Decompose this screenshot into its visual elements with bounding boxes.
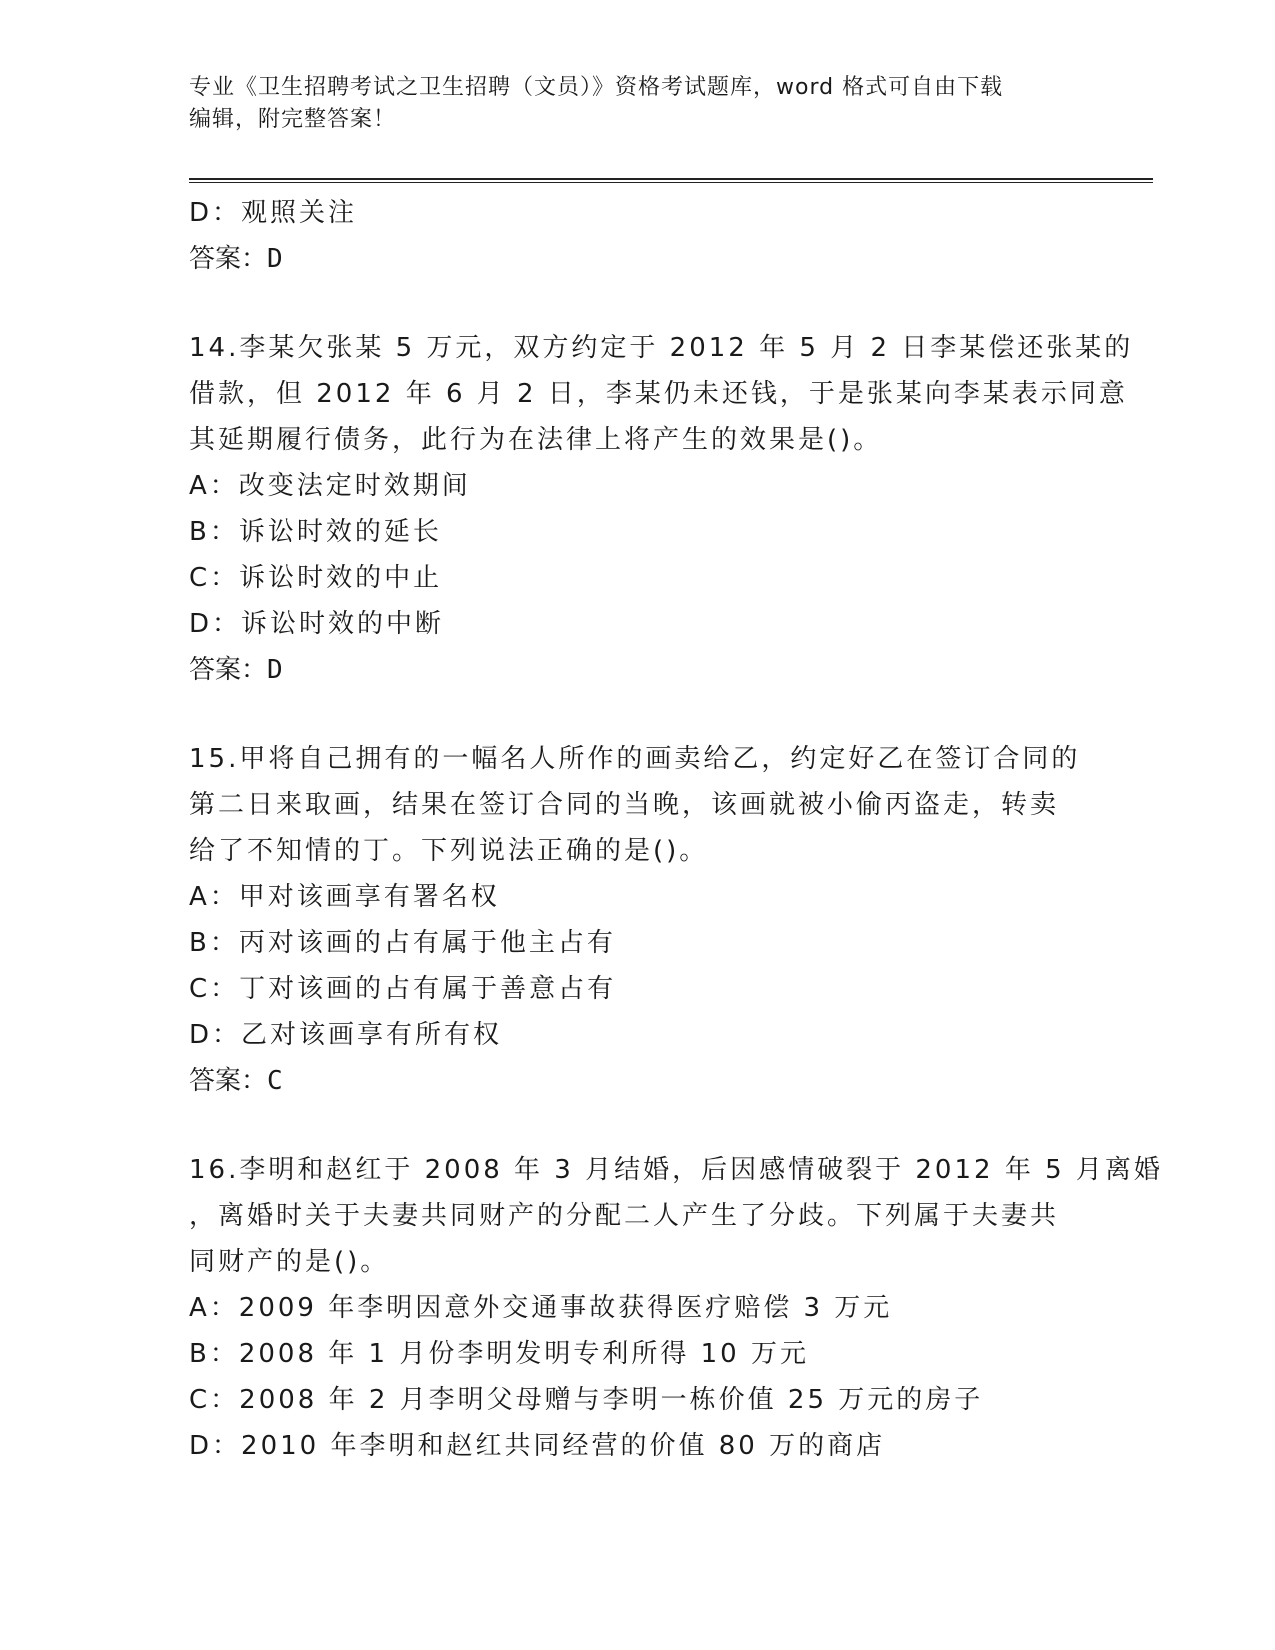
document-body	[189, 190, 1163, 1469]
option-b: B：丙对该画的占有属于他主占有	[189, 928, 616, 958]
question-15	[189, 736, 1089, 1104]
page-header	[189, 72, 1089, 136]
option-d: D：观照关注	[189, 198, 358, 228]
option-b: B：2008 年 1 月份李明发明专利所得 10 万元	[189, 1339, 809, 1369]
option-b: B：诉讼时效的延长	[189, 517, 442, 547]
spacer	[189, 282, 1089, 325]
question-text-line: 借款，但 2012 年 6 月 2 日，李某仍未还钱，于是张某向李某表示同意	[189, 379, 1128, 409]
option-a: A：甲对该画享有署名权	[189, 882, 500, 912]
question-text-line: 其延期履行债务，此行为在法律上将产生的效果是()。	[189, 425, 883, 455]
question-14	[189, 325, 1134, 693]
question-text-line: 第二日来取画，结果在签订合同的当晚，该画就被小偷丙盗走，转卖	[189, 790, 1060, 820]
option-c: C：诉讼时效的中止	[189, 563, 443, 593]
question-text-line: 给了不知情的丁。下列说法正确的是()。	[189, 836, 709, 866]
option-c: C：2008 年 2 月李明父母赠与李明一栋价值 25 万元的房子	[189, 1385, 984, 1415]
option-d: D：乙对该画享有所有权	[189, 1020, 503, 1050]
question-text-line: 16.李明和赵红于 2008 年 3 月结婚，后因感情破裂于 2012 年 5 月离婚	[189, 1155, 1163, 1185]
question-16	[189, 1147, 1163, 1469]
spacer	[189, 693, 1089, 736]
answer-text: 答案：C	[189, 1066, 283, 1096]
question-text-line: 14.李某欠张某 5 万元，双方约定于 2012 年 5 月 2 日李某偿还张某的	[189, 333, 1134, 363]
answer-text: 答案：D	[189, 655, 283, 685]
option-d: D：诉讼时效的中断	[189, 609, 445, 639]
option-c: C：丁对该画的占有属于善意占有	[189, 974, 617, 1004]
header-line-2: 编辑，附完整答案！	[189, 107, 397, 132]
question-text-line: ，离婚时关于夫妻共同财产的分配二人产生了分歧。下列属于夫妻共	[189, 1201, 1060, 1231]
header-line-1: 专业《卫生招聘考试之卫生招聘（文员）》资格考试题库，word 格式可自由下载	[189, 75, 1004, 100]
option-d: D：2010 年李明和赵红共同经营的价值 80 万的商店	[189, 1431, 886, 1461]
question-text-line: 15.甲将自己拥有的一幅名人所作的画卖给乙，约定好乙在签订合同的	[189, 744, 1081, 774]
spacer	[189, 1104, 1089, 1147]
question-text-line: 同财产的是()。	[189, 1247, 390, 1277]
option-a: A：2009 年李明因意外交通事故获得医疗赔偿 3 万元	[189, 1293, 893, 1323]
answer-text: 答案：D	[189, 244, 283, 274]
previous-question-tail	[189, 190, 1089, 282]
header-divider	[189, 178, 1153, 183]
option-a: A：改变法定时效期间	[189, 471, 471, 501]
